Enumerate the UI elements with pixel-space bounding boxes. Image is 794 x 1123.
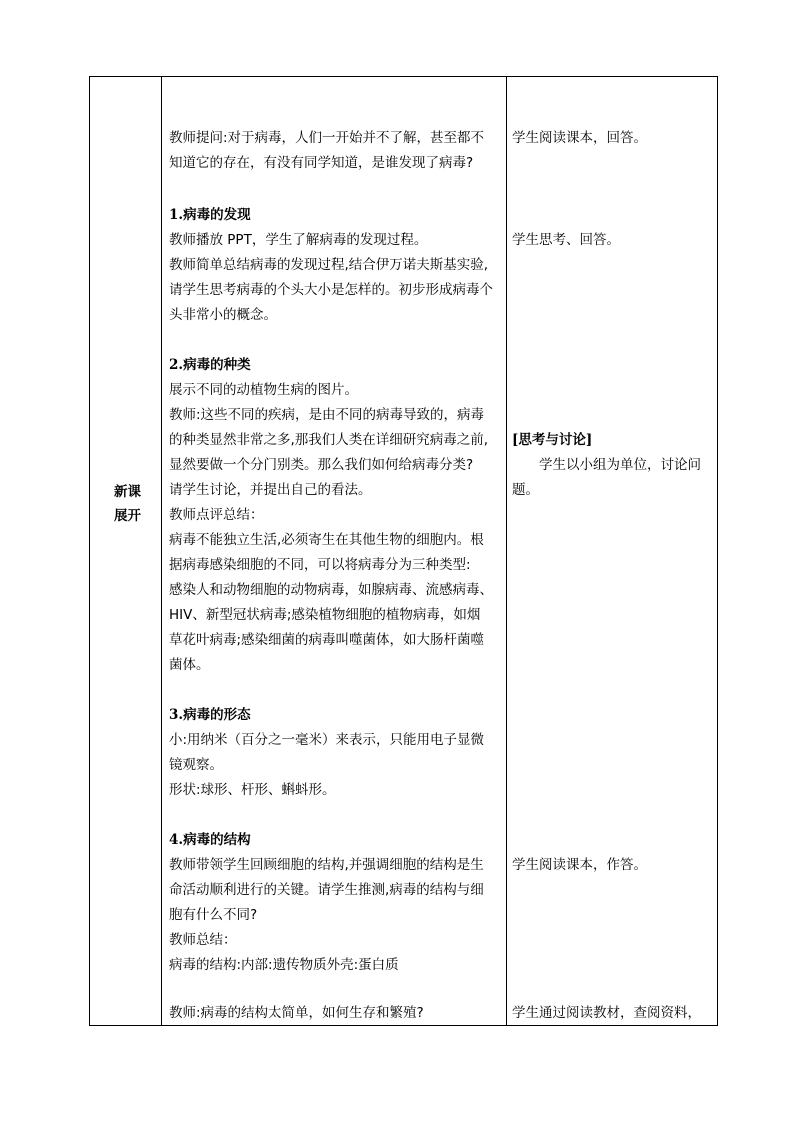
section-heading-types: 2.病毒的种类 — [169, 357, 251, 373]
teacher-text-line: 形状:球形、杆形、蝌蚪形。 — [169, 782, 336, 798]
student-text-line: 题。 — [512, 482, 539, 498]
discussion-heading: [思考与讨论] — [512, 432, 593, 448]
teacher-text-line: HIV、新型冠状病毒;感染植物细胞的植物病毒，如烟 — [169, 607, 481, 623]
section-heading-discovery: 1.病毒的发现 — [169, 207, 251, 223]
table-divider-2 — [506, 76, 507, 1026]
teacher-text-line: 据病毒感染细胞的不同，可以将病毒分为三种类型: — [169, 557, 471, 573]
teacher-text-line: 病毒不能独立生活,必须寄生在其他生物的细胞内。根 — [169, 532, 484, 548]
teacher-text-line: 小:用纳米（百分之一毫米）来表示，只能用电子显微 — [169, 732, 485, 748]
teacher-text-line: 教师提问:对于病毒，人们一开始并不了解，甚至都不 — [169, 130, 485, 146]
teacher-text-line: 教师点评总结： — [169, 507, 264, 523]
teacher-text-line: 教师总结： — [169, 932, 237, 948]
teacher-text-line: 病毒的结构:内部:遗传物质外壳:蛋白质 — [169, 957, 399, 973]
teacher-text-line: 教师简单总结病毒的发现过程,结合伊万诺夫斯基实验, — [169, 257, 489, 273]
student-text-line: 学生思考、回答。 — [512, 232, 620, 248]
teacher-text-line: 头非常小的概念。 — [169, 307, 277, 323]
teacher-text-line: 感染人和动物细胞的动物病毒，如腺病毒、流感病毒、 — [169, 582, 493, 598]
teacher-text-line: 请学生思考病毒的个头大小是怎样的。初步形成病毒个 — [169, 282, 493, 298]
teacher-text-line: 教师播放 PPT，学生了解病毒的发现过程。 — [169, 232, 428, 248]
teacher-text-line: 展示不同的动植物生病的图片。 — [169, 382, 358, 398]
table-border-left — [89, 76, 90, 1026]
table-divider-1 — [161, 76, 162, 1026]
table-border-bottom — [89, 1025, 718, 1026]
teacher-text-line: 显然要做一个分门别类。那么我们如何给病毒分类? — [169, 457, 474, 473]
teacher-text-line: 草花叶病毒;感染细菌的病毒叫噬菌体，如大肠杆菌噬 — [169, 632, 485, 648]
teacher-text-line: 命活动顺利进行的关键。请学生推测,病毒的结构与细 — [169, 882, 484, 898]
teacher-text-line: 知道它的存在，有没有同学知道，是谁发现了病毒? — [169, 155, 474, 171]
student-text-line: 学生通过阅读教材，查阅资料， — [512, 1005, 701, 1021]
teacher-text-line: 教师:病毒的结构太简单，如何生存和繁殖? — [169, 1005, 424, 1021]
row-label-line-1: 新课 — [114, 484, 141, 500]
teacher-text-line: 胞有什么不同? — [169, 907, 258, 923]
teacher-text-line: 的种类显然非常之多,那我们人类在详细研究病毒之前, — [169, 432, 489, 448]
section-heading-structure: 4.病毒的结构 — [169, 832, 251, 848]
teacher-text-line: 教师:这些不同的疾病，是由不同的病毒导致的，病毒 — [169, 407, 485, 423]
table-border-right — [717, 76, 718, 1026]
teacher-text-line: 菌体。 — [169, 657, 210, 673]
teacher-text-line: 镜观察。 — [169, 757, 223, 773]
row-label — [114, 480, 174, 528]
student-text-line: 学生阅读课本，回答。 — [512, 130, 647, 146]
student-text-line: 学生以小组为单位，讨论问 — [539, 457, 701, 473]
section-heading-morphology: 3.病毒的形态 — [169, 707, 251, 723]
student-text-line: 学生阅读课本，作答。 — [512, 857, 647, 873]
teacher-text-line: 请学生讨论，并提出自己的看法。 — [169, 482, 372, 498]
row-label-line-2: 展开 — [114, 508, 141, 524]
table-border-top — [89, 76, 718, 77]
teacher-text-line: 教师带领学生回顾细胞的结构,并强调细胞的结构是生 — [169, 857, 484, 873]
